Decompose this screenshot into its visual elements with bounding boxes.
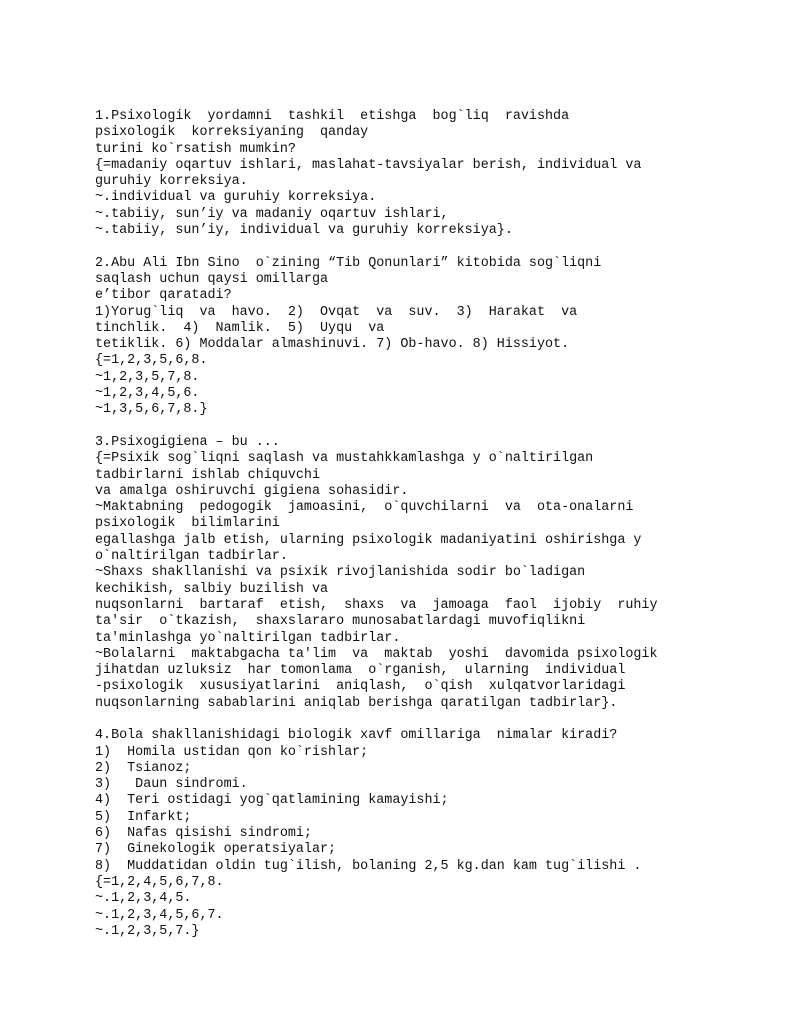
question-3-line-12: ta'sir o`tkazish, shaxslararo munosabatlardagi muvofiqlikni: [95, 614, 586, 630]
question-3-line-3: tadbirlarni ishlab chiquvchi: [95, 467, 320, 483]
question-3-line-6: psixologik bilimlarini: [95, 516, 280, 532]
question-3-line-10: kechikish, salbiy buzilish va: [95, 581, 329, 597]
question-3-line-14: ~Bolalarni maktabgacha ta'lim va maktab yoshi davomida psixologik: [95, 646, 658, 662]
question-4-line-2: 1) Homila ustidan qon ko`rishlar;: [95, 744, 369, 760]
question-2-line-5: tinchlik. 4) Namlik. 5) Uyqu va: [95, 320, 385, 336]
question-block-4: [95, 728, 715, 940]
question-3-line-8: o`naltirilgan tadbirlar.: [95, 549, 288, 565]
question-4-line-7: 6) Nafas qisishi sindromi;: [95, 826, 312, 842]
question-4-line-9: 8) Muddatidan oldin tug`ilish, bolaning 2,5 kg.dan kam tug`ilishi .: [95, 858, 642, 874]
question-block-2: [95, 256, 715, 419]
question-3-line-5: ~Maktabning pedogogik jamoasini, o`quvchilarni va ota-onalarni: [95, 500, 634, 516]
question-4-line-3: 2) Tsianoz;: [95, 760, 192, 776]
question-block-3: [95, 435, 715, 712]
question-2-line-7: {=1,2,3,5,6,8.: [95, 353, 208, 369]
question-4-line-12: ~.1,2,3,4,5,6,7.: [95, 907, 224, 923]
question-1-line-7: ~.tabiiy, sun’iy va madaniy oqartuv ishlari,: [95, 206, 449, 222]
question-1-line-1: 1.Psixologik yordamni tashkil etishga bog`liq ravishda: [95, 109, 570, 124]
question-2-line-6: tetiklik. 6) Moddalar almashinuvi. 7) Ob-havo. 8) Hissiyot.: [95, 337, 570, 353]
question-1-line-6: ~.individual va guruhiy korreksiya.: [95, 190, 377, 206]
question-4-line-11: ~.1,2,3,4,5.: [95, 891, 192, 907]
question-4-line-4: 3) Daun sindromi.: [95, 777, 248, 793]
question-1-line-8: ~.tabiiy, sun’iy, individual va guruhiy korreksiya}.: [95, 223, 513, 239]
question-3-line-7: egallashga jalb etish, ularning psixologik madaniyatini oshirishga y: [95, 532, 642, 548]
document-page: [95, 109, 715, 940]
question-2-line-3: e’tibor qaratadi?: [95, 288, 232, 304]
question-2-line-4: 1)Yorug`liq va havo. 2) Ovqat va suv. 3) Harakat va: [95, 304, 578, 320]
question-4-line-6: 5) Infarkt;: [95, 809, 192, 825]
question-4-line-1: 4.Bola shakllanishidagi biologik xavf omillariga nimalar kiradi?: [95, 728, 618, 744]
question-2-line-10: ~1,3,5,6,7,8.}: [95, 402, 208, 418]
question-3-line-4: va amalga oshiruvchi gigiena sohasidir.: [95, 483, 409, 499]
question-4-line-8: 7) Ginekologik operatsiyalar;: [95, 842, 337, 858]
question-3-line-15: jihatdan uzluksiz har tomonlama o`rganish, ularning individual: [95, 663, 626, 679]
question-2-line-2: saqlash uchun qaysi omillarga: [95, 271, 329, 287]
question-4-line-5: 4) Teri ostidagi yog`qatlamining kamayishi;: [95, 793, 449, 809]
question-2-line-9: ~1,2,3,4,5,6.: [95, 386, 200, 402]
question-1-line-4: {=madaniy oqartuv ishlari, maslahat-tavsiyalar berish, individual va: [95, 157, 642, 173]
question-3-line-16: -psixologik xususiyatlarini aniqlash, o`qish xulqatvorlaridagi: [95, 679, 626, 695]
question-2-line-8: ~1,2,3,5,7,8.: [95, 369, 200, 385]
question-4-line-13: ~.1,2,3,5,7.}: [95, 923, 200, 939]
question-2-line-1: 2.Abu Ali Ibn Sino o`zining “Tib Qonunlari” kitobida sog`liqni: [95, 255, 602, 271]
paragraph-gap: [95, 239, 715, 255]
question-1-line-2: psixologik korreksiyaning qanday: [95, 125, 369, 141]
paragraph-gap: [95, 712, 715, 728]
question-3-line-17: nuqsonlarning sabablarini aniqlab berishga qaratilgan tadbirlar}.: [95, 695, 618, 711]
question-3-line-1: 3.Psixogigiena – bu ...: [95, 434, 280, 450]
paragraph-gap: [95, 419, 715, 435]
question-4-line-10: {=1,2,4,5,6,7,8.: [95, 874, 224, 890]
question-1-line-5: guruhiy korreksiya.: [95, 174, 248, 190]
question-3-line-2: {=Psixik sog`liqni saqlash va mustahkkamlashga y o`naltirilgan: [95, 451, 594, 467]
question-3-line-9: ~Shaxs shakllanishi va psixik rivojlanishida sodir bo`ladigan: [95, 565, 586, 581]
question-3-line-11: nuqsonlarni bartaraf etish, shaxs va jamoaga faol ijobiy ruhiy: [95, 597, 658, 613]
question-1-line-3: turini ko`rsatish mumkin?: [95, 141, 296, 157]
question-3-line-13: ta'minlashga yo`naltirilgan tadbirlar.: [95, 630, 401, 646]
question-block-1: [95, 109, 715, 239]
